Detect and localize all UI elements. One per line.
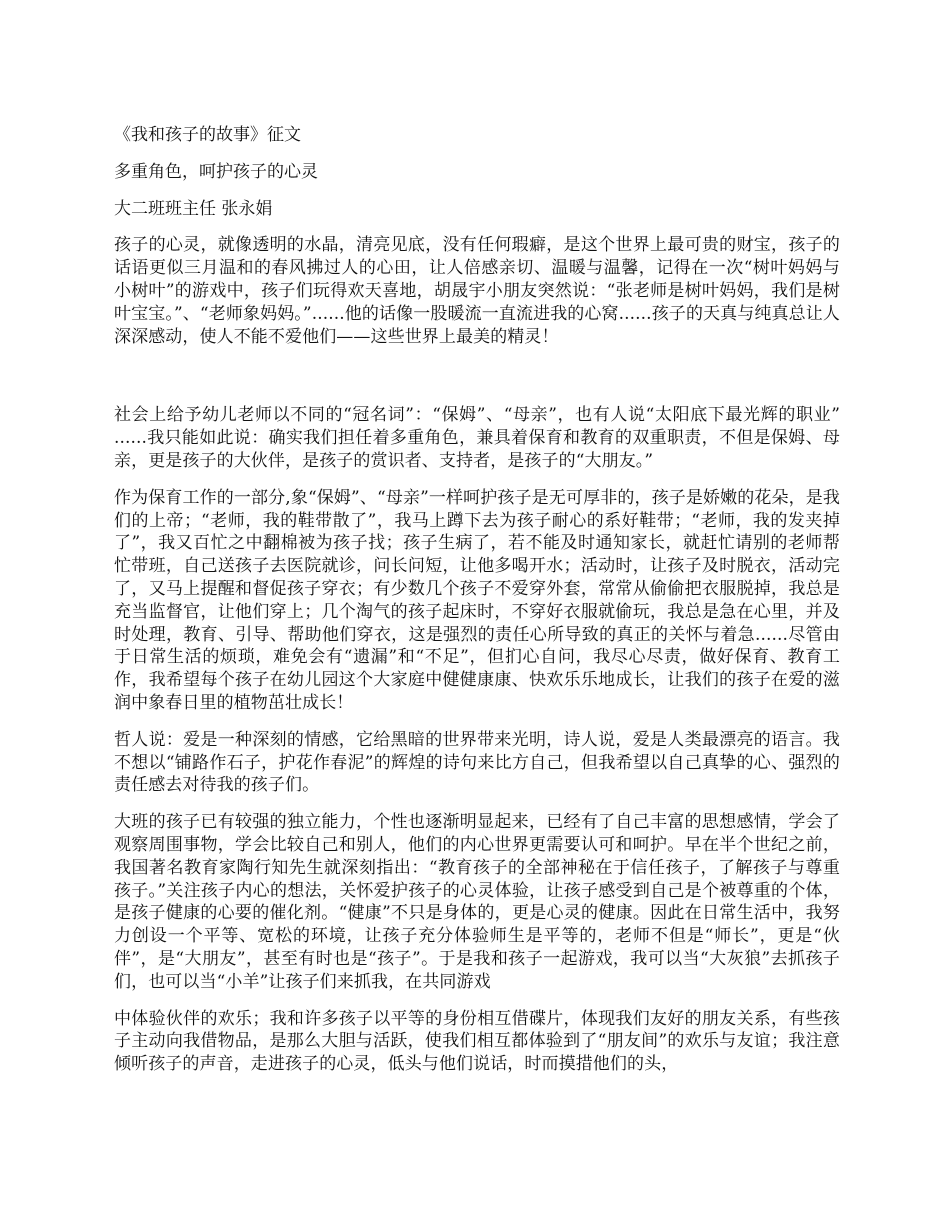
document-title: 《我和孩子的故事》征文	[114, 125, 301, 145]
document-subtitle: 多重角色，呵护孩子的心灵	[114, 161, 318, 182]
paragraph-3: 作为保育工作的一部分,象“保姆”、“母亲”一样呵护孩子是无可厚非的，孩子是娇嫩的花朵，是我们的上帝；“老师，我的鞋带散了”，我马上蹲下去为孩子耐心的系好鞋带；“老师，我的发夹掉了”，我又百忙之中翻棉被为孩子找；孩子生病了，若不能及时通知家长，就赶忙请别的老师帮忙带班，自己送孩子去医院就诊，问长问短，让他多喝开水；活动时，让孩子及时脱衣，活动完了，又马上提醒和督促孩子穿衣；有少数几个孩子不爱穿外套，常常从偷偷把衣服脱掉，我总是充当监督官，让他们穿上；几个淘气的孩子起床时，不穿好衣服就偷玩，我总是急在心里，并及时处理，教育、引导、帮助他们穿衣，这是强烈的责任心所导致的真正的关怀与着急......尽管由于日常生活的烦琐，难免会有“遗漏”和“不足”，但扪心自问，我尽心尽责，做好保育、教育工作，我希望每个孩子在幼儿园这个大家庭中健健康康、快欢乐乐地成长，让我们的孩子在爱的滋润中象春日里的植物茁壮成长！	[114, 487, 840, 713]
paragraph-2: 社会上给予幼儿老师以不同的“冠名词”：“保姆”、“母亲”，也有人说“太阳底下最光辉的职业” ......我只能如此说：确实我们担任着多重角色，兼具着保育和教育的双重职责，不但是保姆、母亲，更是孩子的大伙伴，是孩子的赏识者、支持者，是孩子的“大朋友。”	[114, 405, 840, 471]
document-author: 大二班班主任 张永娟	[114, 198, 273, 219]
paragraph-1: 孩子的心灵，就像透明的水晶，清亮见底，没有任何瑕癖，是这个世界上最可贵的财宝，孩子的话语更似三月温和的春风拂过人的心田，让人倍感亲切、温暖与温馨，记得在一次“树叶妈妈与小树叶”的游戏中，孩子们玩得欢天喜地，胡晟宇小朋友突然说：“张老师是树叶妈妈，我们是树叶宝宝。”、“老师象妈妈。”......他的话像一股暖流一直流进我的心窝......孩子的天真与纯真总让人深深感动，使人不能不爱他们——这些世界上最美的精灵！	[114, 235, 840, 347]
paragraph-4: 哲人说：爱是一种深刻的情感，它给黑暗的世界带来光明，诗人说，爱是人类最漂亮的语言。我不想以“铺路作石子，护花作春泥”的辉煌的诗句来比方自己，但我希望以自己真挚的心、强烈的责任感去对待我的孩子们。	[114, 729, 840, 796]
document-page	[114, 124, 840, 1090]
paragraph-5: 大班的孩子已有较强的独立能力，个性也逐渐明显起来，已经有了自己丰富的思想感情，学会了观察周围事物，学会比较自己和别人，他们的内心世界更需要认可和呵护。早在半个世纪之前，我国著名教育家陶行知先生就深刻指出：“教育孩子的全部神秘在于信任孩子，了解孩子与尊重孩子。”关注孩子内心的想法，关怀爱护孩子的心灵体验，让孩子感受到自己是个被尊重的个体，是孩子健康的心要的催化剂。“健康”不只是身体的，更是心灵的健康。因此在日常生活中，我努力创设一个平等、宽松的环境，让孩子充分体验师生是平等的，老师不但是“师长”，更是“伙伴”，是“大朋友”，甚至有时也是“孩子”。于是我和孩子一起游戏，我可以当“大灰狼”去抓孩子们，也可以当“小羊”让孩子们来抓我，在共同游戏	[114, 812, 840, 992]
paragraph-spacer	[114, 362, 840, 404]
paragraph-6: 中体验伙伴的欢乐；我和许多孩子以平等的身份相互借碟片，体现我们友好的朋友关系，有些孩子主动向我借物品，是那么大胆与活跃，使我们相互都体验到了“朋友间”的欢乐与友谊；我注意倾听孩子的声音，走进孩子的心灵，低头与他们说话，时而摸措他们的头，	[114, 1008, 840, 1075]
